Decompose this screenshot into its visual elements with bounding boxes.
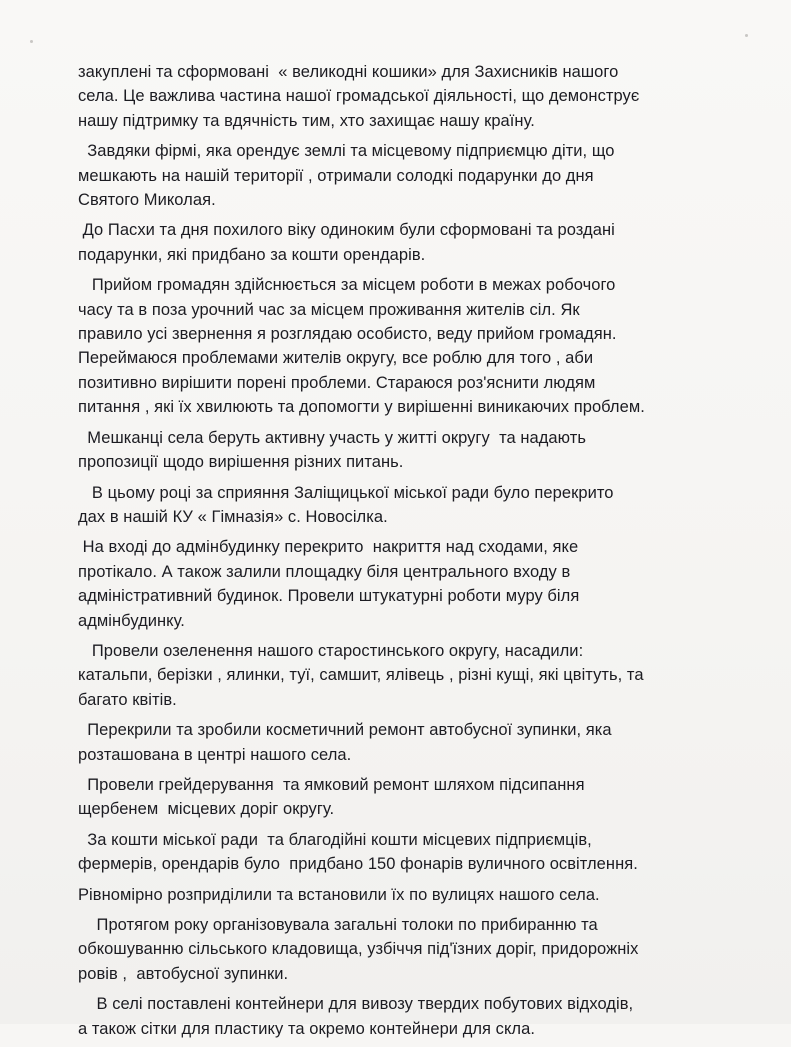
- text-line: адмінбудинку.: [78, 611, 185, 630]
- text-line: закуплені та сформовані « великодні кошики» для Захисників нашого: [78, 63, 619, 81]
- text-line: а також сітки для пластику та окремо контейнери для скла.: [78, 1019, 535, 1038]
- text-line: Завдяки фірмі, яка орендує землі та місцевому підприємцю діти, що: [78, 142, 615, 161]
- paragraph: [78, 883, 738, 907]
- text-line: На вході до адмінбудинку перекрито накриття над сходами, яке: [78, 538, 579, 557]
- text-line: Рівномірно розприділили та встановили їх по вулицях нашого села.: [78, 885, 600, 904]
- paragraph: [78, 273, 738, 419]
- paragraph: [78, 139, 738, 212]
- paragraph: [78, 60, 738, 133]
- paragraph: [78, 426, 738, 475]
- text-line: ровів , автобусної зупинки.: [78, 964, 289, 983]
- text-line: пропозиції щодо вирішення різних питань.: [78, 453, 404, 472]
- text-line: нашу підтримку та вдячність тим, хто захищає нашу країну.: [78, 111, 535, 130]
- paragraph: [78, 535, 738, 633]
- scan-speck: [745, 34, 748, 37]
- text-line: села. Це важлива частина нашої громадської діяльності, що демонструє: [78, 87, 640, 106]
- text-line: обкошуванню сільського кладовища, узбіччя під'їзних доріг, придорожніх: [78, 940, 639, 959]
- text-line: дах в нашій КУ « Гімназія» с. Новосілка.: [78, 507, 388, 526]
- text-line: Переймаюся проблемами жителів округу, все роблю для того , аби: [78, 349, 594, 368]
- text-line: протікало. А також залили площадку біля центрального входу в: [78, 562, 571, 581]
- text-line: розташована в центрі нашого села.: [78, 745, 352, 764]
- text-line: В цьому році за сприяння Заліщицької міської ради було перекрито: [78, 483, 614, 502]
- text-line: Прийом громадян здійснюється за місцем роботи в межах робочого: [78, 276, 616, 295]
- text-line: Провели грейдерування та ямковий ремонт шляхом підсипання: [78, 775, 585, 794]
- text-line: катальпи, берізки , ялинки, туї, самшит, ялівець , різні кущі, які цвітуть, та: [78, 666, 644, 685]
- paragraph: [78, 992, 738, 1041]
- text-line: подарунки, які придбано за кошти орендарів.: [78, 245, 426, 264]
- document-body: [78, 60, 738, 1047]
- paragraph: [78, 913, 738, 986]
- text-line: правило усі звернення я розглядаю особисто, веду прийом громадян.: [78, 325, 617, 344]
- text-line: часу та в поза урочний час за місцем проживання жителів сіл. Як: [78, 300, 580, 319]
- text-line: мешкають на нашій території , отримали солодкі подарунки до дня: [78, 166, 594, 185]
- paragraph: [78, 773, 738, 822]
- paragraph: [78, 639, 738, 712]
- text-line: Провели озеленення нашого старостинського округу, насадили:: [78, 641, 584, 660]
- paragraph: [78, 218, 738, 267]
- text-line: багато квітів.: [78, 690, 177, 709]
- paragraph: [78, 481, 738, 530]
- text-line: адміністративний будинок. Провели штукатурні роботи муру біля: [78, 587, 580, 606]
- text-line: питання , які їх хвилюють та допомогти у вирішенні виникаючих проблем.: [78, 398, 645, 417]
- text-line: В селі поставлені контейнери для вивозу твердих побутових відходів,: [78, 995, 634, 1014]
- text-line: За кошти міської ради та благодійні кошти місцевих підприємців,: [78, 830, 592, 849]
- text-line: Перекрили та зробили косметичний ремонт автобусної зупинки, яка: [78, 721, 612, 740]
- text-line: позитивно вирішити порені проблеми. Стараюся роз'яснити людям: [78, 373, 596, 392]
- text-line: Мешканці села беруть активну участь у житті округу та надають: [78, 428, 586, 447]
- text-line: щербенем місцевих доріг округу.: [78, 800, 335, 819]
- text-line: Святого Миколая.: [78, 191, 216, 210]
- scan-speck: [30, 40, 33, 43]
- text-line: До Пасхи та дня похилого віку одиноким були сформовані та роздані: [78, 221, 615, 240]
- text-line: Протягом року організовувала загальні толоки по прибиранню та: [78, 916, 598, 934]
- text-line: фермерів, орендарів було придбано 150 фонарів вуличного освітлення.: [78, 855, 638, 874]
- paragraph: [78, 718, 738, 767]
- paragraph: [78, 828, 738, 877]
